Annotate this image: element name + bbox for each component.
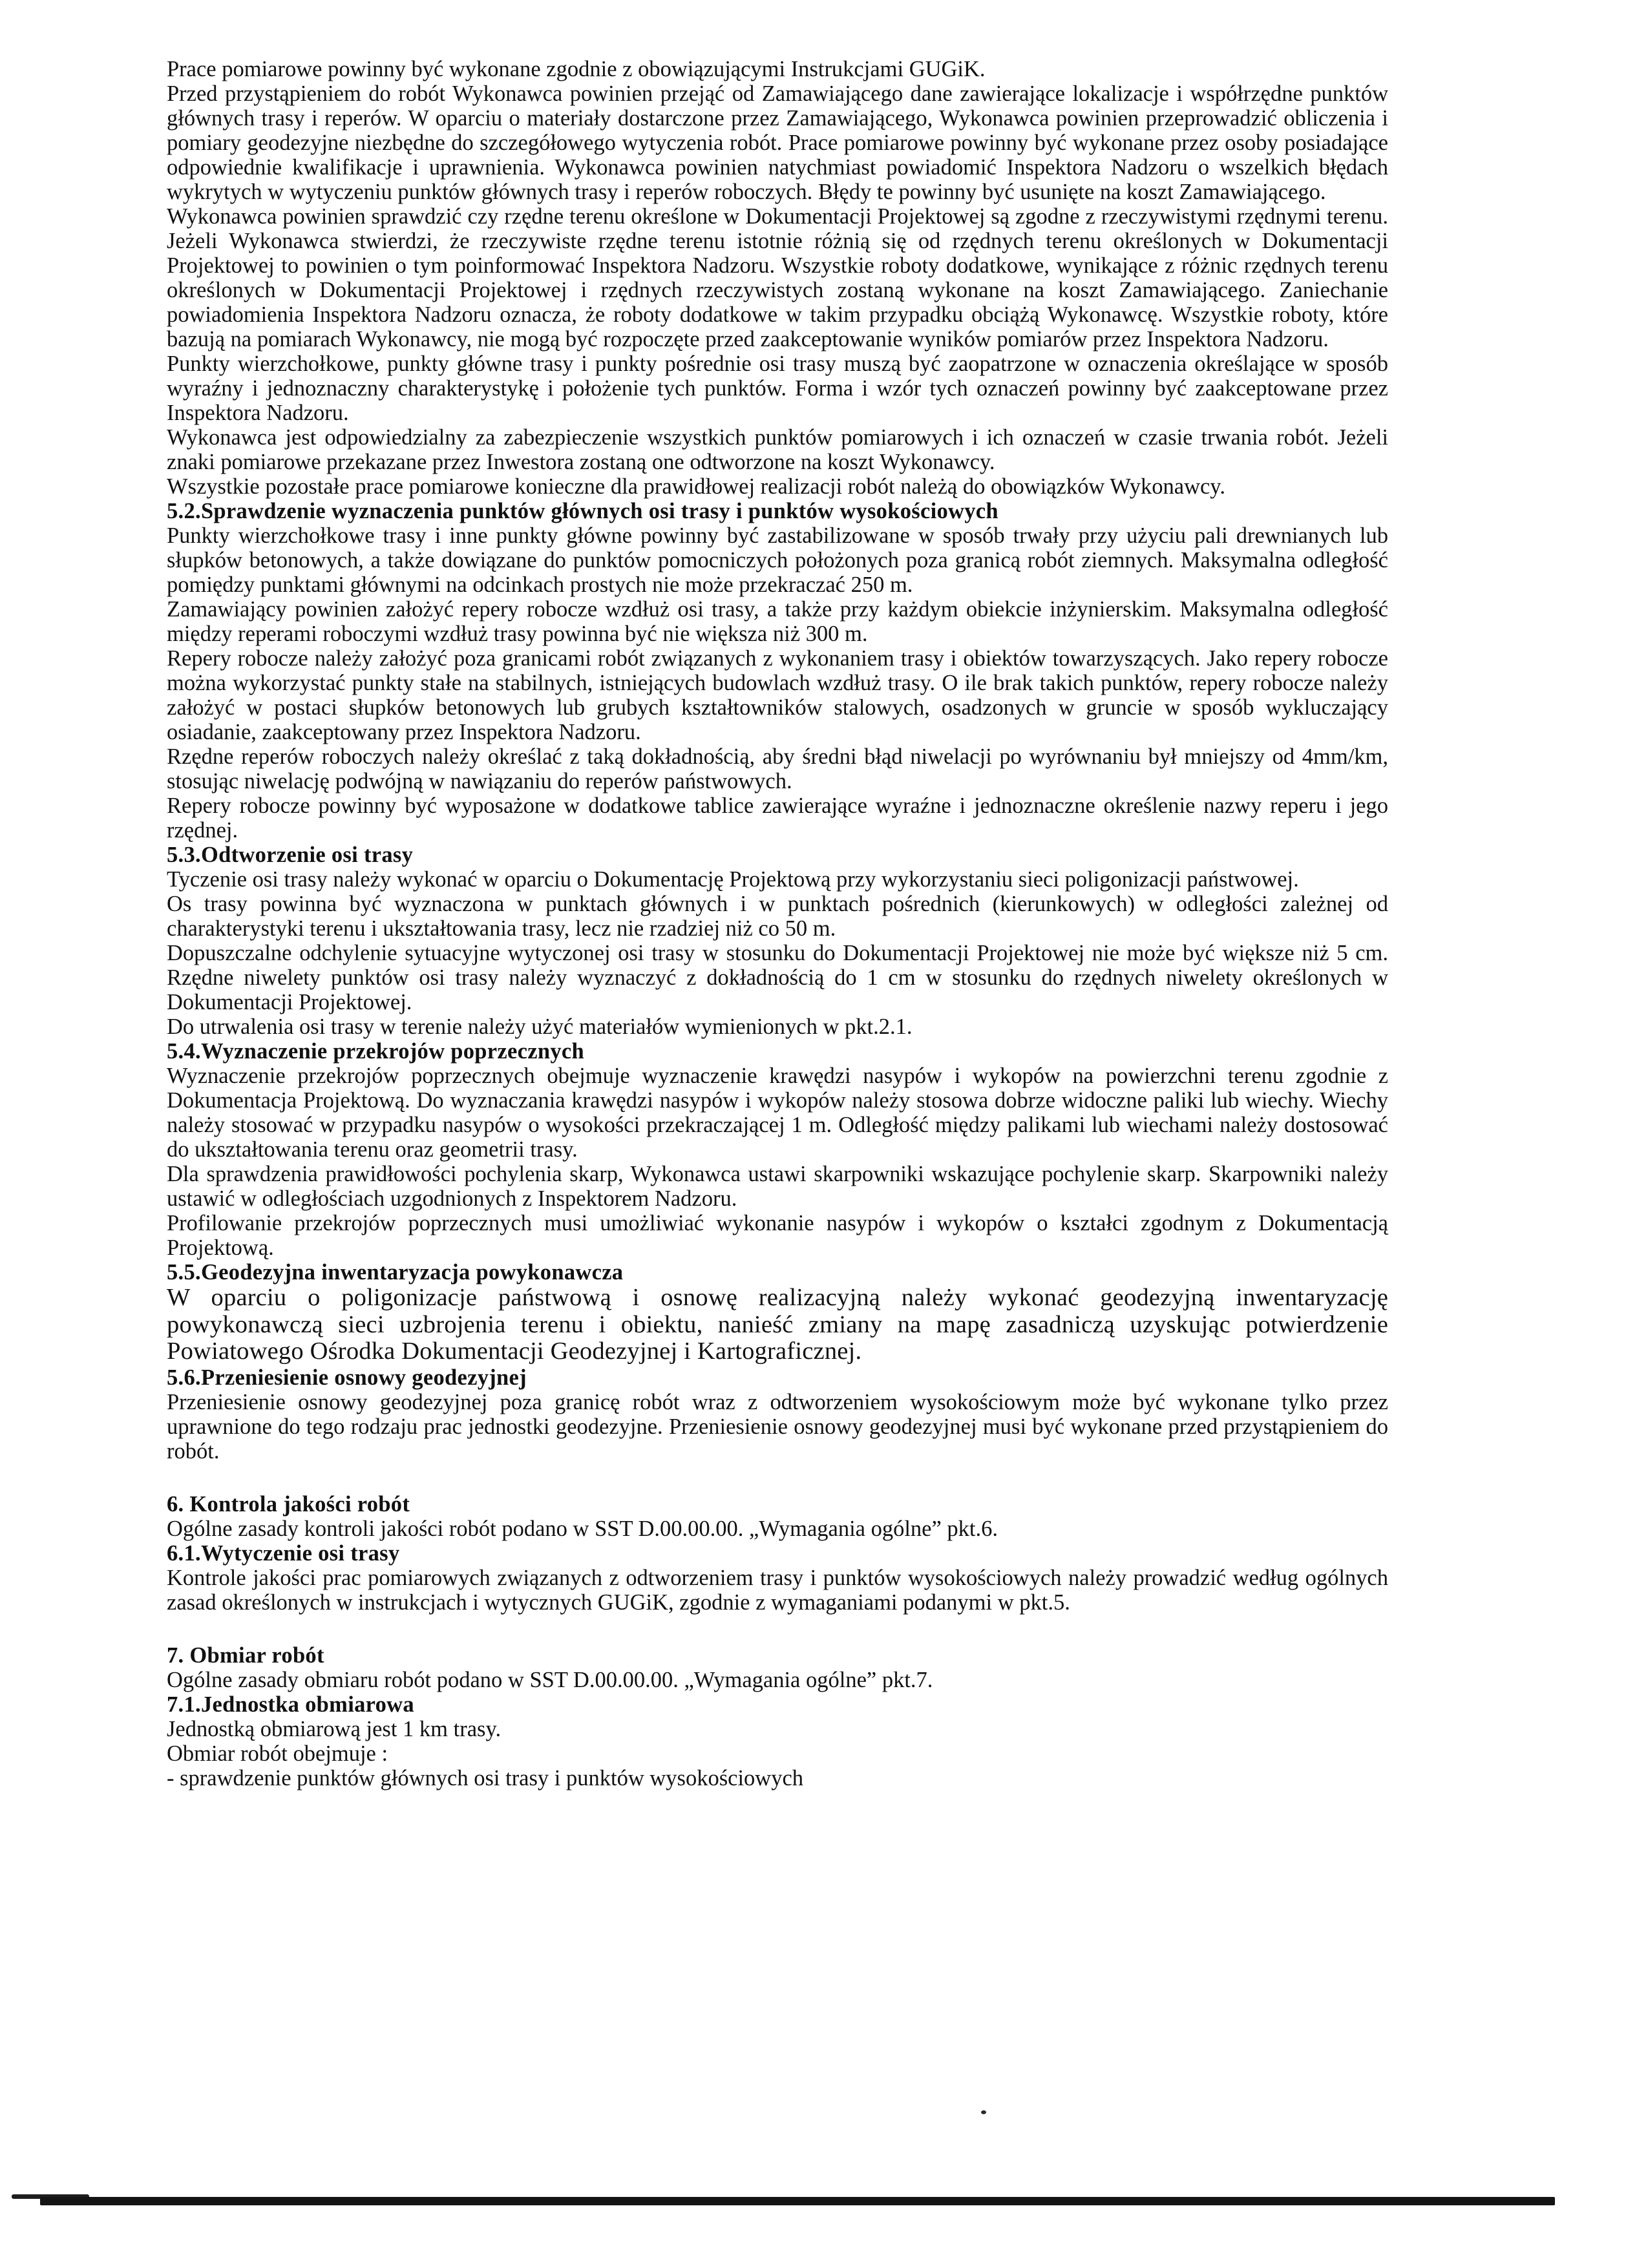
paragraph-slope-check: Dla sprawdzenia prawidłowości pochylenia skarp, Wykonawca ustawi skarpowniki wskazujące pochylenie skarp. Skarpowniki należy ustawić w odległościach uzgodnionych z Inspektorem Nadzoru. xyxy=(167,1162,1388,1211)
paragraph-quality-survey: Kontrole jakości prac pomiarowych związanych z odtworzeniem trasy i punktów wysokościowych należy prowadzić według ogólnych zasad określonych w instrukcjach i wytycznych GUGiK, zgodnie z wymaganiami podanymi w pkt.5. xyxy=(167,1566,1388,1615)
section-heading-7-1: 7.1.Jednostka obmiarowa xyxy=(167,1692,414,1717)
list-item-check-points: - sprawdzenie punktów głównych osi trasy i punktów wysokościowych xyxy=(167,1766,804,1791)
paragraph-working-benchmarks: Zamawiający powinien założyć repery robocze wzdłuż osi trasy, a także przy każdym obiekcie inżynierskim. Maksymalna odległość między reperami roboczymi wzdłuż trasy powinna być nie większa niż 300 m. xyxy=(167,597,1388,646)
section-heading-5-6: 5.6.Przeniesienie osnowy geodezyjnej xyxy=(167,1365,527,1391)
paragraph-points-protection: Wykonawca jest odpowiedzialny za zabezpieczenie wszystkich punktów pomiarowych i ich oznaczeń w czasie trwania robót. Jeżeli znaki pomiarowe przekazane przez Inwestora zostaną one odtworzone na koszt Wykonawcy. xyxy=(167,425,1388,474)
paragraph-profiling: Profilowanie przekrojów poprzecznych musi umożliwiać wykonanie nasypów i wykopów o kształci zgodnym z Dokumentacją Projektową. xyxy=(167,1211,1388,1260)
section-heading-7: 7. Obmiar robót xyxy=(167,1643,324,1668)
paragraph-cross-sections: Wyznaczenie przekrojów poprzecznych obejmuje wyznaczenie krawędzi nasypów i wykopów na powierzchni terenu zgodnie z Dokumentacja Projektową. Do wyznaczania krawędzi nasypów i wykopów należy stosowa dobrze widoczne paliki lub wiechy. Wiechy należy stosować w przypadku nasypów o wysokości przekraczającej 1 m. Odległość między palikami lub wiechami należy dostosować do ukształtowania terenu oraz geometrii trasy. xyxy=(167,1064,1388,1162)
paragraph-gugik-instructions: Prace pomiarowe powinny być wykonane zgodnie z obowiązującymi Instrukcjami GUGiK. xyxy=(167,57,986,81)
section-heading-5-3: 5.3.Odtworzenie osi trasy xyxy=(167,843,414,867)
section-heading-6-1: 6.1.Wytyczenie osi trasy xyxy=(167,1541,400,1566)
paragraph-contractor-data: Przed przystąpieniem do robót Wykonawca powinien przejąć od Zamawiającego dane zawierające lokalizacje i współrzędne punktów głównych trasy i reperów. W oparciu o materiały dostarczone przez Zamawiającego, Wykonawca powinien przeprowadzić obliczenia i pomiary geodezyjne niezbędne do szczegółowego wytyczenia robót. Prace pomiarowe powinny być wykonane przez osoby posiadające odpowiednie kwalifikacje i uprawnienia. Wykonawca powinien natychmiast powiadomić Inspektora Nadzoru o wszelkich błędach wykrytych w wytyczeniu punktów głównych trasy i reperów roboczych. Błędy te powinny być usunięte na koszt Zamawiającego. xyxy=(167,81,1388,204)
paragraph-benchmark-placement: Repery robocze należy założyć poza granicami robót związanych z wykonaniem trasy i obiektów towarzyszących. Jako repery robocze można wykorzystać punkty stałe na stabilnych, istniejących budowlach wzdłuż trasy. O ile brak takich punktów, repery robocze należy założyć w postaci słupków betonowych lub grubych kształtowników stalowych, osadzonych w gruncie w sposób wykluczający osiadanie, zaakceptowany przez Inspektora Nadzoru. xyxy=(167,646,1388,744)
scan-bottom-border xyxy=(40,2197,1555,2205)
scan-speck xyxy=(981,2110,986,2114)
paragraph-measurement-general: Ogólne zasady obmiaru robót podano w SST D.00.00.00. „Wymagania ogólne” pkt.7. xyxy=(167,1668,933,1693)
paragraph-axis-materials: Do utrwalenia osi trasy w terenie należy użyć materiałów wymienionych w pkt.2.1. xyxy=(167,1014,913,1039)
section-heading-5-5: 5.5.Geodezyjna inwentaryzacja powykonawcza xyxy=(167,1260,624,1285)
paragraph-benchmark-plates: Repery robocze powinny być wyposażone w dodatkowe tablice zawierające wyraźne i jednoznaczne określenie nazwy reperu i jego rzędnej. xyxy=(167,793,1388,843)
document-page xyxy=(167,57,1388,1790)
section-heading-5-4: 5.4.Wyznaczenie przekrojów poprzecznych xyxy=(167,1039,584,1064)
section-gap xyxy=(167,1464,1388,1492)
section-heading-6: 6. Kontrola jakości robót xyxy=(167,1492,410,1517)
paragraph-remaining-works: Wszystkie pozostałe prace pomiarowe konieczne dla prawidłowej realizacji robót należą do obowiązków Wykonawcy. xyxy=(167,474,1225,499)
paragraph-measurement-unit: Jednostką obmiarową jest 1 km trasy. xyxy=(167,1717,502,1742)
paragraph-measurement-scope: Obmiar robót obejmuje : xyxy=(167,1741,388,1767)
paragraph-axis-points: Os trasy powinna być wyznaczona w punktach głównych i w punktach pośrednich (kierunkowych) w odległości zależnej od charakterystyki terenu i ukształtowania trasy, lecz nie rzadziej niż co 50 m. xyxy=(167,892,1388,941)
paragraph-vertex-points: Punkty wierzchołkowe, punkty główne trasy i punkty pośrednie osi trasy muszą być zaopatrzone w oznaczenia określające w sposób wyraźny i jednoznaczny charakterystykę i położenie tych punktów. Forma i wzór tych oznaczeń powinny być zaakceptowane przez Inspektora Nadzoru. xyxy=(167,352,1388,425)
paragraph-axis-staking: Tyczenie osi trasy należy wykonać w oparciu o Dokumentację Projektową przy wykorzystaniu sieci poligonizacji państwowej. xyxy=(167,867,1299,892)
paragraph-control-transfer: Przeniesienie osnowy geodezyjnej poza granicę robót wraz z odtworzeniem wysokościowym może być wykonane tylko przez uprawnione do tego rodzaju prac jednostki geodezyjne. Przeniesienie osnowy geodezyjnej musi być wykonane przed przystąpieniem do robót. xyxy=(167,1390,1388,1464)
paragraph-terrain-ordinates: Wykonawca powinien sprawdzić czy rzędne terenu określone w Dokumentacji Projektowej są zgodne z rzeczywistymi rzędnymi terenu. Jeżeli Wykonawca stwierdzi, że rzeczywiste rzędne terenu istotnie różnią się od rzędnych terenu określonych w Dokumentacji Projektowej to powinien o tym poinformować Inspektora Nadzoru. Wszystkie roboty dodatkowe, wynikające z różnic rzędnych terenu określonych w Dokumentacji Projektowej i rzędnych rzeczywistych zostaną wykonane na koszt Zamawiającego. Zaniechanie powiadomienia Inspektora Nadzoru oznacza, że roboty dodatkowe w takim przypadku obciążą Wykonawcę. Wszystkie roboty, które bazują na pomiarach Wykonawcy, nie mogą być rozpoczęte przed zaakceptowanie wyników pomiarów przez Inspektora Nadzoru. xyxy=(167,204,1388,352)
paragraph-quality-general: Ogólne zasady kontroli jakości robót podano w SST D.00.00.00. „Wymagania ogólne” pkt.6. xyxy=(167,1517,998,1542)
section-gap xyxy=(167,1615,1388,1643)
paragraph-as-built-inventory: W oparciu o poligonizacje państwową i osnowę realizacyjną należy wykonać geodezyjną inwentaryzację powykonawczą sieci uzbrojenia terenu i obiektu, nanieść zmiany na mapę zasadniczą uzyskując potwierdzenie Powiatowego Ośrodka Dokumentacji Geodezyjnej i Kartograficznej. xyxy=(167,1284,1388,1365)
paragraph-vertex-stabilization: Punkty wierzchołkowe trasy i inne punkty główne powinny być zastabilizowane w sposób trwały przy użyciu pali drewnianych lub słupków betonowych, a także dowiązane do punktów pomocniczych położonych poza granicą robót ziemnych. Maksymalna odległość pomiędzy punktami głównymi na odcinkach prostych nie może przekraczać 250 m. xyxy=(167,523,1388,597)
paragraph-axis-deviation: Dopuszczalne odchylenie sytuacyjne wytyczonej osi trasy w stosunku do Dokumentacji Projektowej nie może być większe niż 5 cm. Rzędne niwelety punktów osi trasy należy wyznaczyć z dokładnością do 1 cm w stosunku do rzędnych niwelety określonych w Dokumentacji Projektowej. xyxy=(167,941,1388,1014)
section-heading-5-2: 5.2.Sprawdzenie wyznaczenia punktów głównych osi trasy i punktów wysokościowych xyxy=(167,499,998,523)
paragraph-benchmark-accuracy: Rzędne reperów roboczych należy określać z taką dokładnością, aby średni błąd niwelacji po wyrównaniu był mniejszy od 4mm/km, stosując niwelację podwójną w nawiązaniu do reperów państwowych. xyxy=(167,744,1388,793)
